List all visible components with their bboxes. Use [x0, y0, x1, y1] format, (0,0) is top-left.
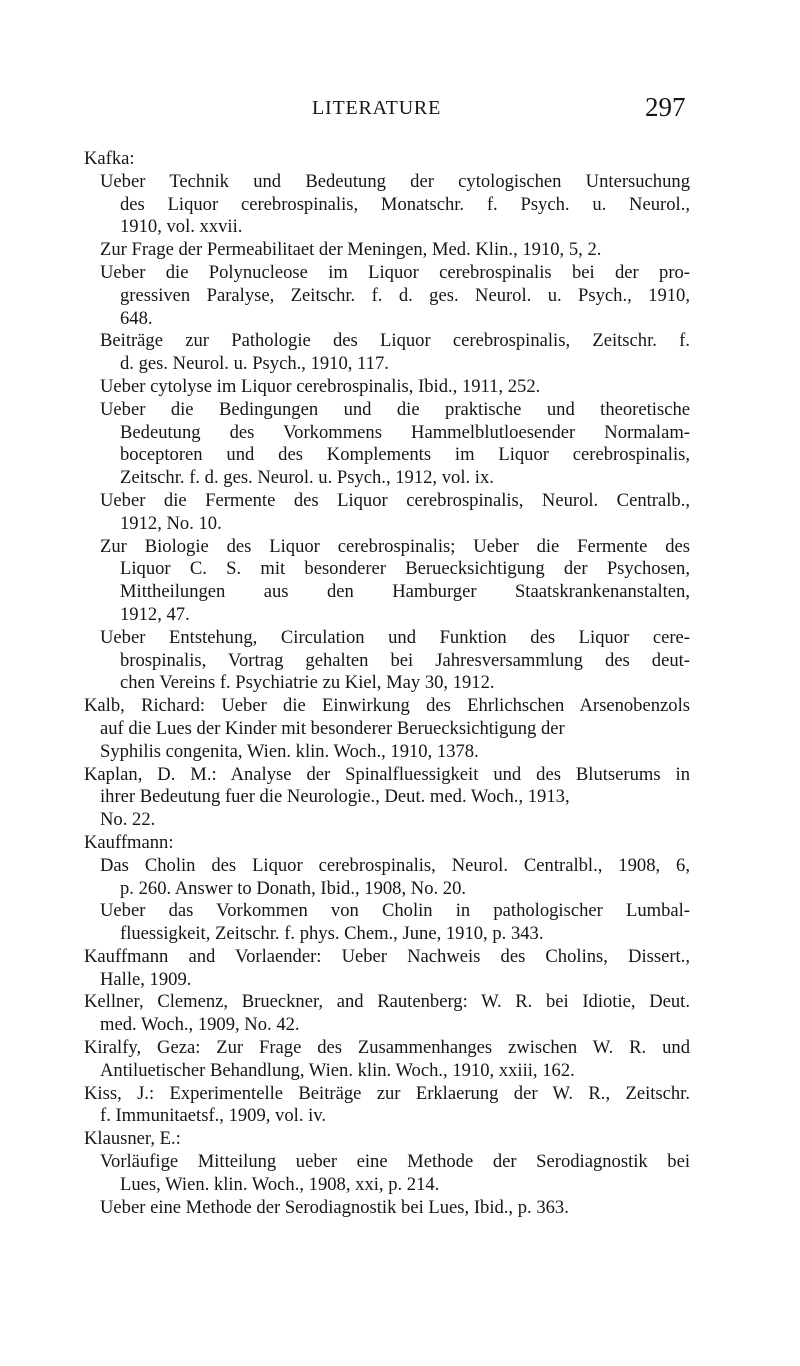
bibliography-line: 1910, vol. xxvii. [120, 216, 243, 238]
bibliography-line: Zur Biologie des Liquor cerebrospinalis; Ueber die Fermente des [100, 535, 690, 557]
bibliography-line: Kellner, Clemenz, Brueckner, and Rautenberg: W. R. bei Idiotie, Deut. [84, 991, 690, 1013]
bibliography-line: No. 22. [100, 809, 156, 831]
bibliography-line: Ueber die Fermente des Liquor cerebrospinalis, Neurol. Centralb., [100, 489, 690, 511]
bibliography-line: 648. [120, 307, 153, 329]
bibliography-line: Ueber das Vorkommen von Cholin in pathologischer Lumbal- [100, 900, 690, 922]
bibliography-line: brospinalis, Vortrag gehalten bei Jahresversammlung des deut- [120, 649, 690, 671]
bibliography-line: Kaplan, D. M.: Analyse der Spinalfluessigkeit und des Blutserums in [84, 763, 690, 785]
bibliography-line: Ueber die Polynucleose im Liquor cerebrospinalis bei der pro- [100, 261, 690, 283]
page-number: 297 [645, 92, 686, 122]
bibliography-line: f. Immunitaetsf., 1909, vol. iv. [100, 1105, 327, 1127]
bibliography-line: Antiluetischer Behandlung, Wien. klin. Woch., 1910, xxiii, 162. [100, 1059, 575, 1081]
bibliography-line: Kauffmann and Vorlaender: Ueber Nachweis des Cholins, Dissert., [84, 945, 690, 967]
bibliography-line: des Liquor cerebrospinalis, Monatschr. f. Psych. u. Neurol., [120, 193, 690, 215]
bibliography-line: Lues, Wien. klin. Woch., 1908, xxi, p. 214. [120, 1173, 440, 1195]
bibliography-line: Kalb, Richard: Ueber die Einwirkung des Ehrlichschen Arsenobenzols [84, 695, 690, 717]
bibliography-line: Kiralfy, Geza: Zur Frage des Zusammenhanges zwischen W. R. und [84, 1037, 690, 1059]
bibliography-line: Ueber cytolyse im Liquor cerebrospinalis, Ibid., 1911, 252. [100, 375, 541, 397]
bibliography-line: Kiss, J.: Experimentelle Beiträge zur Erklaerung der W. R., Zeitschr. [84, 1082, 690, 1104]
bibliography-line: Kafka: [84, 148, 135, 169]
bibliography-line: Syphilis congenita, Wien. klin. Woch., 1910, 1378. [100, 740, 479, 762]
running-head [0, 92, 800, 126]
bibliography-line: fluessigkeit, Zeitschr. f. phys. Chem., June, 1910, p. 343. [120, 923, 544, 945]
bibliography-line: d. ges. Neurol. u. Psych., 1910, 117. [120, 353, 389, 375]
bibliography-line: Klausner, E.: [84, 1128, 181, 1150]
bibliography-line: chen Vereins f. Psychiatrie zu Kiel, May 30, 1912. [120, 672, 495, 694]
bibliography-line: Ueber eine Methode der Serodiagnostik bei Lues, Ibid., p. 363. [100, 1196, 569, 1218]
bibliography-line: Halle, 1909. [100, 968, 192, 990]
bibliography-line: Das Cholin des Liquor cerebrospinalis, Neurol. Centralbl., 1908, 6, [100, 854, 690, 876]
bibliography-line: auf die Lues der Kinder mit besonderer Beruecksichtigung der [100, 717, 565, 739]
bibliography-line: Ueber Technik und Bedeutung der cytologischen Untersuchung [100, 170, 690, 192]
bibliography-line: 1912, No. 10. [120, 512, 222, 534]
bibliography-line: Zur Frage der Permeabilitaet der Meningen, Med. Klin., 1910, 5, 2. [100, 239, 602, 261]
bibliography-list [84, 148, 690, 1219]
bibliography-line: Kauffmann: [84, 831, 174, 853]
bibliography-line: med. Woch., 1909, No. 42. [100, 1014, 300, 1036]
bibliography-line: ihrer Bedeutung fuer die Neurologie., Deut. med. Woch., 1913, [100, 786, 570, 808]
bibliography-line: 1912, 47. [120, 603, 190, 625]
bibliography-line: Ueber Entstehung, Circulation und Funktion des Liquor cere- [100, 626, 690, 648]
bibliography-line: Bedeutung des Vorkommens Hammelblutloesender Normalam- [120, 421, 690, 443]
running-title: LITERATURE [312, 97, 442, 119]
bibliography-line: Vorläufige Mitteilung ueber eine Methode der Serodiagnostik bei [100, 1151, 690, 1173]
bibliography-line: Liquor C. S. mit besonderer Beruecksichtigung der Psychosen, [120, 558, 690, 580]
bibliography-line: Mittheilungen aus den Hamburger Staatskrankenanstalten, [120, 581, 690, 603]
bibliography-line: Beiträge zur Pathologie des Liquor cerebrospinalis, Zeitschr. f. [100, 330, 690, 352]
bibliography-line: Ueber die Bedingungen und die praktische und theoretische [100, 398, 690, 420]
bibliography-line: gressiven Paralyse, Zeitschr. f. d. ges. Neurol. u. Psych., 1910, [120, 284, 690, 306]
bibliography-line: boceptoren und des Komplements im Liquor cerebrospinalis, [120, 444, 690, 466]
bibliography-line: p. 260. Answer to Donath, Ibid., 1908, No. 20. [120, 877, 467, 899]
bibliography-line: Zeitschr. f. d. ges. Neurol. u. Psych., 1912, vol. ix. [120, 467, 494, 489]
